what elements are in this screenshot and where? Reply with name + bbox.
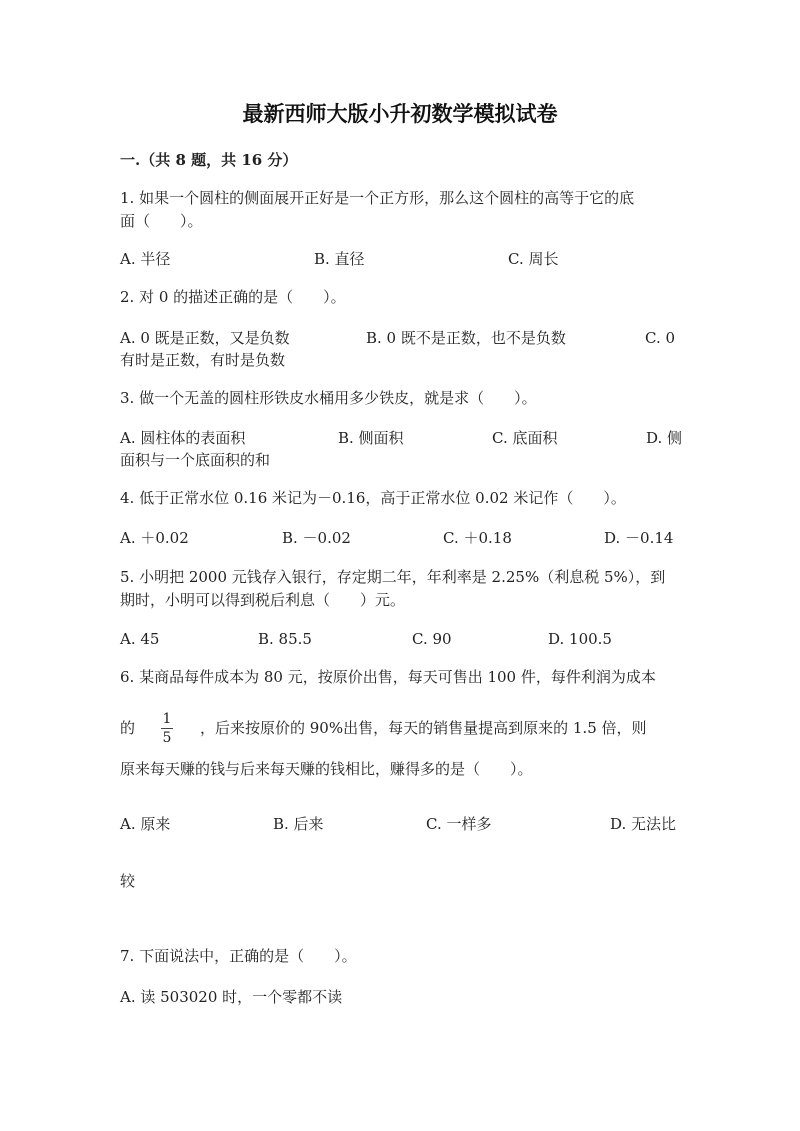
question-1-option-a: A. 半径 bbox=[120, 250, 171, 268]
question-6-line-3: 原来每天赚的钱与后来每天赚的钱相比，赚得多的是（ ）。 bbox=[120, 760, 533, 778]
fraction-numerator: 1 bbox=[162, 711, 172, 727]
question-5-option-b: B. 85.5 bbox=[258, 630, 312, 648]
question-2-option-b: B. 0 既不是正数，也不是负数 bbox=[366, 329, 566, 347]
fraction-denominator: 5 bbox=[162, 730, 172, 746]
question-5-line-2: 期时，小明可以得到税后利息（ ）元。 bbox=[120, 591, 406, 609]
question-6-line-2-start: 的 bbox=[120, 719, 136, 737]
question-3-option-d: D. 侧 bbox=[646, 429, 683, 447]
question-5-option-c: C. 90 bbox=[412, 630, 452, 648]
question-6-option-c: C. 一样多 bbox=[426, 815, 492, 833]
question-2-option-a: A. 0 既是正数，又是负数 bbox=[120, 329, 290, 347]
question-3-option-a: A. 圆柱体的表面积 bbox=[120, 429, 246, 447]
question-5-option-d: D. 100.5 bbox=[548, 630, 612, 648]
fraction-one-fifth bbox=[157, 711, 177, 746]
question-3-line-1: 3. 做一个无盖的圆柱形铁皮水桶用多少铁皮，就是求（ ）。 bbox=[120, 389, 537, 407]
question-2-line-1: 2. 对 0 的描述正确的是（ ）。 bbox=[120, 288, 346, 306]
question-4-line-1: 4. 低于正常水位 0.16 米记为－0.16，高于正常水位 0.02 米记作（ ）。 bbox=[120, 489, 626, 507]
question-6-option-a: A. 原来 bbox=[120, 815, 171, 833]
question-6-line-2-end: ，后来按原价的 90%出售，每天的销售量提高到原来的 1.5 倍，则 bbox=[200, 719, 647, 737]
question-7-option-a: A. 读 503020 时，一个零都不读 bbox=[120, 988, 343, 1006]
page-title: 最新西师大版小升初数学模拟试卷 bbox=[242, 101, 558, 126]
question-6-option-d: D. 无法比 bbox=[610, 815, 677, 833]
question-6-option-d-continued: 较 bbox=[120, 872, 136, 890]
section-heading: 一.（共 8 题，共 16 分） bbox=[120, 151, 298, 169]
question-2-option-c: C. 0 bbox=[645, 329, 676, 347]
question-6-line-1: 6. 某商品每件成本为 80 元，按原价出售，每天可售出 100 件，每件利润为成本 bbox=[120, 668, 656, 686]
question-1-option-b: B. 直径 bbox=[314, 250, 365, 268]
question-4-option-c: C. ＋0.18 bbox=[443, 529, 512, 547]
fraction-bar bbox=[161, 728, 173, 729]
question-5-line-1: 5. 小明把 2000 元钱存入银行，存定期二年，年利率是 2.25%（利息税 5%），到 bbox=[120, 568, 666, 586]
question-1-line-2: 面（ ）。 bbox=[120, 212, 203, 230]
question-3-option-c: C. 底面积 bbox=[492, 429, 558, 447]
question-7-line-1: 7. 下面说法中，正确的是（ ）。 bbox=[120, 947, 357, 965]
question-3-option-d-continued: 面积与一个底面积的和 bbox=[120, 451, 271, 469]
question-2-option-c-continued: 有时是正数，有时是负数 bbox=[120, 351, 286, 369]
question-1-line-1: 1. 如果一个圆柱的侧面展开正好是一个正方形，那么这个圆柱的高等于它的底 bbox=[120, 189, 635, 207]
question-3-option-b: B. 侧面积 bbox=[338, 429, 404, 447]
question-1-option-c: C. 周长 bbox=[508, 250, 559, 268]
question-4-option-b: B. －0.02 bbox=[282, 529, 351, 547]
question-4-option-a: A. ＋0.02 bbox=[120, 529, 189, 547]
question-4-option-d: D. －0.14 bbox=[604, 529, 674, 547]
question-5-option-a: A. 45 bbox=[120, 630, 160, 648]
question-6-option-b: B. 后来 bbox=[273, 815, 324, 833]
